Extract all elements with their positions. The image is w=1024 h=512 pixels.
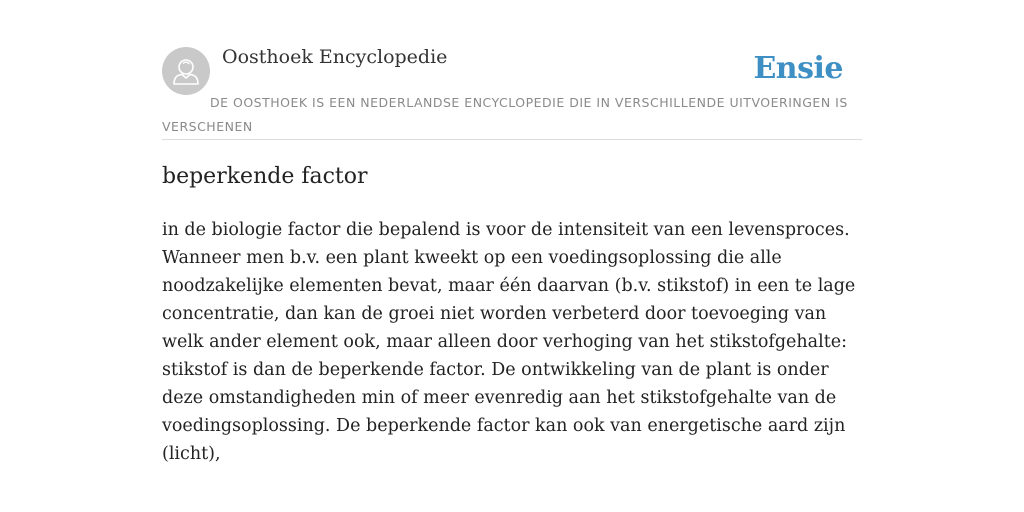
brand-logo[interactable]: Ensie xyxy=(753,51,843,86)
article-body: in de biologie factor die bepalend is voor de intensiteit van een levensproces. Wanneer men b.v. een plant kweekt op een voedingsoplossing die alle noodzakelijke elementen bevat, maar één daarvan (b.v. stikstof) in een te lage concentratie, dan kan de groei niet worden verbeterd door toevoeging van welk ander element ook, maar alleen door verhoging van het stikstofgehalte: stikstof is dan de beperkende factor. De ontwikkeling van de plant is onder deze omstandigheden min of meer evenredig aan het stikstofgehalte van de voedingsoplossing. De beperkende factor kan ook van energetische aard zijn (licht), xyxy=(162,220,856,464)
source-name[interactable]: Oosthoek Encyclopedie xyxy=(222,46,448,68)
avatar xyxy=(162,47,210,95)
source-description: DE OOSTHOEK IS EEN NEDERLANDSE ENCYCLOPEDIE DIE IN VERSCHILLENDE UITVOERINGEN IS VERSCHENEN xyxy=(162,95,848,134)
divider xyxy=(162,139,862,140)
article-title: beperkende factor xyxy=(162,164,368,189)
user-silhouette-icon xyxy=(162,47,210,95)
